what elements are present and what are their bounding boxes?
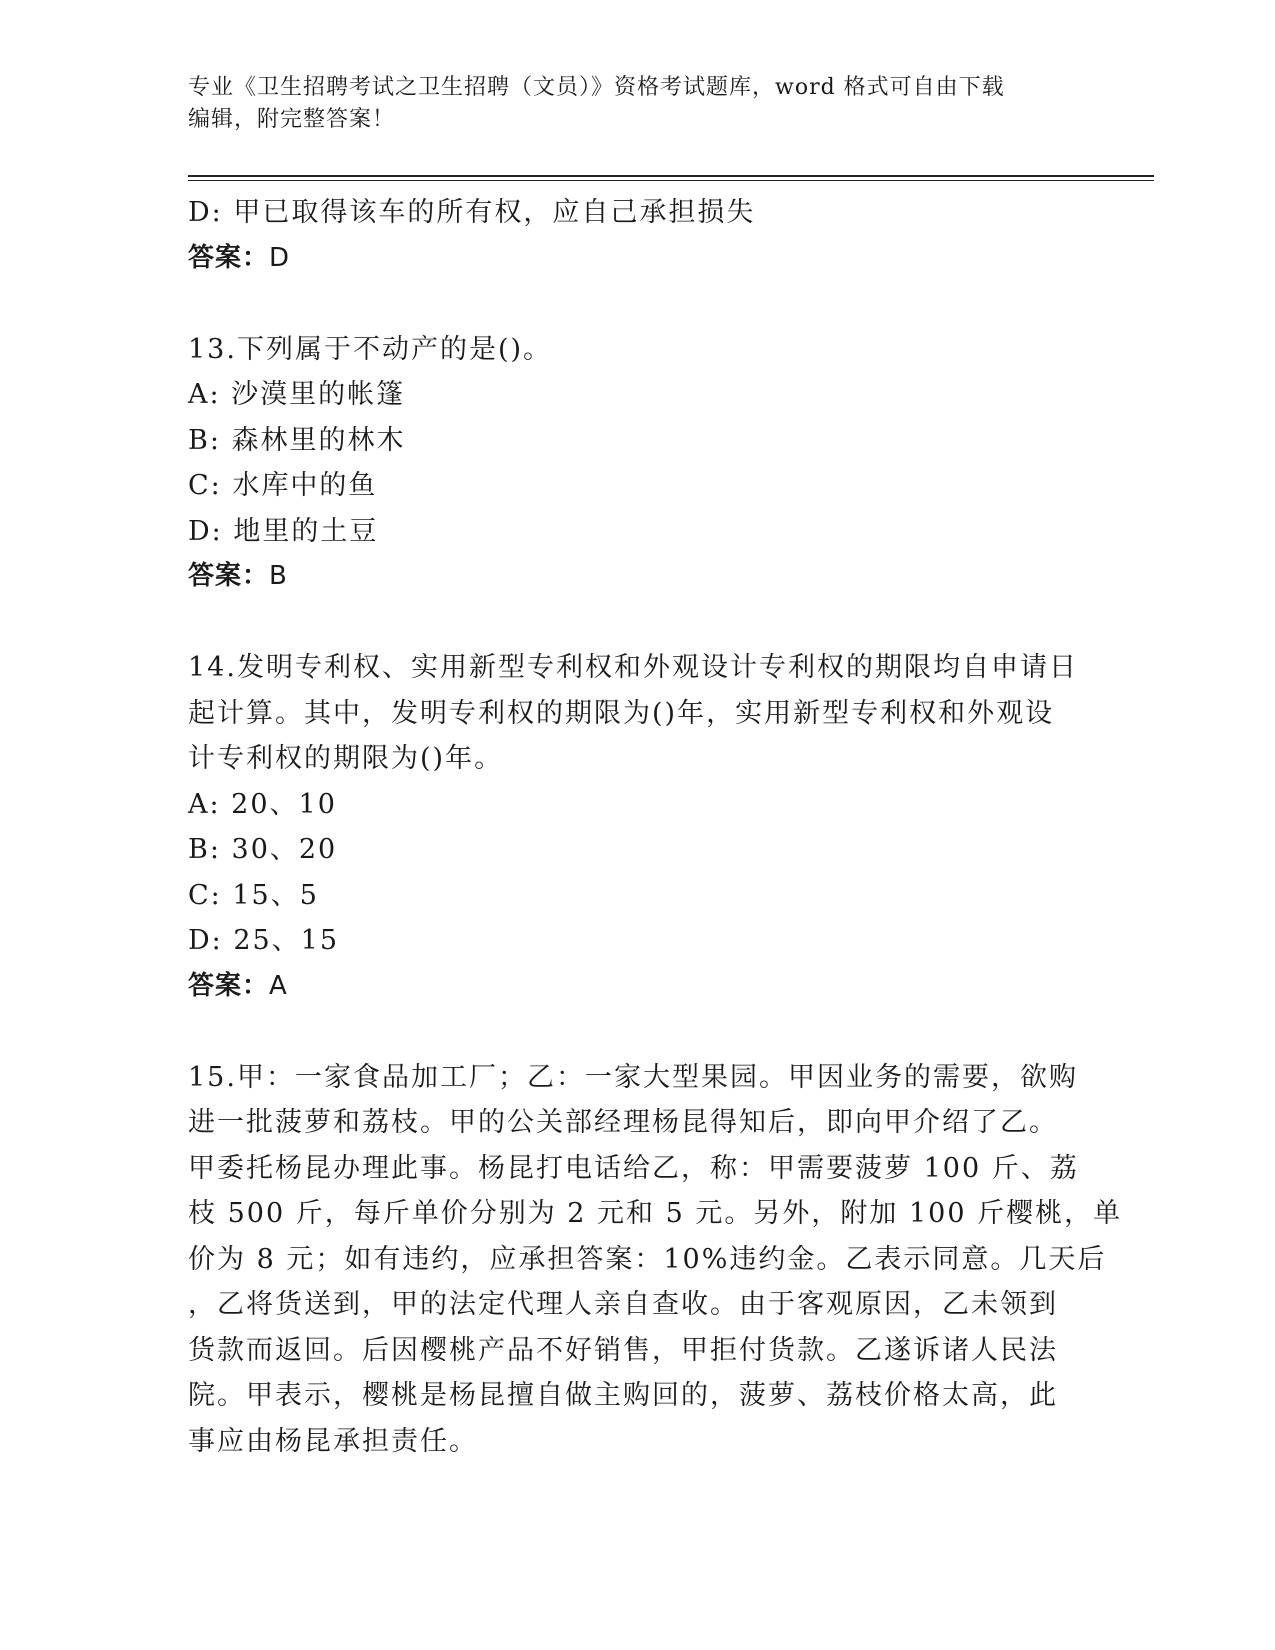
answer (188, 554, 1088, 600)
header-divider-thin (188, 180, 1154, 181)
option-b: B: 30、20 (188, 834, 338, 865)
option-b: B: 森林里的林木 (188, 424, 406, 456)
answer-label: 答案： (188, 561, 270, 591)
answer-label: 答案： (188, 970, 270, 1001)
option-c: C: 15、5 (188, 879, 319, 911)
option-d: D: 25、15 (188, 925, 340, 956)
option-d: D: 地里的土豆 (188, 515, 379, 547)
answer-value: B (269, 561, 288, 591)
header-line-1: 专业《卫生招聘考试之卫生招聘（文员）》资格考试题库，word 格式可自由下载 (188, 75, 1005, 100)
question-text-line-3: 计专利权的期限为()年。 (188, 743, 504, 774)
question-text-line-1: 15.甲：一家食品加工厂；乙：一家大型果园。甲因业务的需要，欲购 (188, 1061, 1078, 1093)
question-text-line-4: 枝 500 斤，每斤单价分别为 2 元和 5 元。另外，附加 100 斤樱桃，单 (188, 1198, 1123, 1229)
header-line-2: 编辑，附完整答案！ (188, 107, 396, 132)
option-a: A: 沙漠里的帐篷 (188, 379, 406, 410)
question-12 (188, 190, 1088, 281)
question-text: 13.下列属于不动产的是()。 (188, 333, 553, 365)
answer-label: 答案： (188, 242, 270, 273)
answer (188, 964, 1088, 1010)
question-text-line-2: 进一批菠萝和荔枝。甲的公关部经理杨昆得知后，即向甲介绍了乙。 (188, 1107, 1058, 1138)
question-text-line-3: 甲委托杨昆办理此事。杨昆打电话给乙，称：甲需要菠萝 100 斤、荔 (188, 1152, 1079, 1184)
answer (188, 236, 1088, 282)
option-c: C: 水库中的鱼 (188, 470, 378, 501)
option-a: A: 20、10 (188, 788, 337, 820)
question-text-line-1: 14.发明专利权、实用新型专利权和外观设计专利权的期限均自申请日 (188, 652, 1078, 683)
header-divider-thick (188, 175, 1154, 177)
answer-value: A (269, 970, 288, 1001)
question-text-line-9: 事应由杨昆承担责任。 (188, 1425, 478, 1457)
spacer (188, 600, 1088, 646)
question-15 (188, 1055, 1123, 1465)
question-text-line-5: 价为 8 元；如有违约，应承担答案：10%违约金。乙表示同意。几天后 (188, 1243, 1107, 1275)
document-body (188, 190, 1123, 1464)
question-14 (188, 645, 1088, 1009)
spacer (188, 281, 1088, 327)
question-13 (188, 327, 1088, 600)
question-text-line-8: 院。甲表示，樱桃是杨昆擅自做主购回的，菠萝、荔枝价格太高，此 (188, 1380, 1058, 1411)
spacer (188, 1009, 1088, 1055)
question-text-line-2: 起计算。其中，发明专利权的期限为()年，实用新型专利权和外观设 (188, 697, 1055, 729)
option-d: D: 甲已取得该车的所有权，应自己承担损失 (188, 197, 756, 228)
answer-value: D (269, 242, 291, 273)
question-text-line-7: 货款而返回。后因樱桃产品不好销售，甲拒付货款。乙遂诉诸人民法 (188, 1334, 1058, 1366)
question-text-line-6: ，乙将货送到，甲的法定代理人亲自查收。由于客观原因，乙未领到 (188, 1289, 1058, 1320)
document-header (188, 72, 1068, 136)
